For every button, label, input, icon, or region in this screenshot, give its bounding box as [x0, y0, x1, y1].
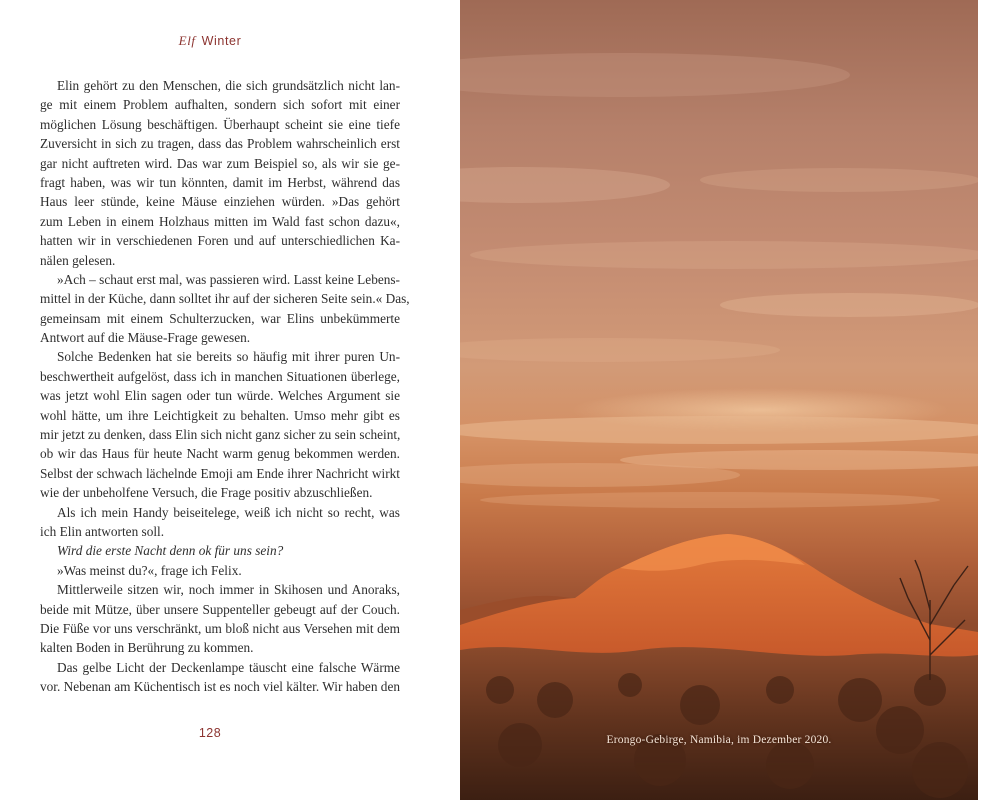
- text-line: Als ich mein Handy beiseitelege, weiß ich nicht so recht, was: [57, 504, 400, 520]
- text-line: ob wir das Haus für heute Nacht warm genug bekommen werden.: [40, 446, 400, 462]
- text-line: Elin gehört zu den Menschen, die sich grundsätzlich nicht lan-: [57, 78, 400, 93]
- text-page: [0, 0, 460, 800]
- chapter-title: Winter: [201, 34, 242, 48]
- text-line: beide mit Mütze, über unsere Suppenteller gebeugt auf der Couch.: [40, 601, 400, 617]
- text-line: Haus leer stünde, keine Mäuse einziehen würden. »Das gehört: [40, 194, 400, 210]
- text-line: zum Leben in einem Holzhaus mitten im Wald fast schon dazu«,: [40, 213, 400, 229]
- text-line: was jetzt wohl Elin sagen oder tun würde. Welches Argument sie: [40, 388, 400, 404]
- text-line: Selbst der schwach lächelnde Emoji am Ende ihrer Nachricht wirkt: [40, 465, 400, 481]
- text-line: Antwort auf die Mäuse-Frage gewesen.: [40, 330, 251, 346]
- chapter-number: Elf: [178, 33, 196, 48]
- text-line: mittel in der Küche, dann solltet ihr auf der sicheren Seite sein.« Das,: [40, 291, 410, 307]
- text-line: gemeinsam mit einem Schulterzucken, war Elins unbekümmerte: [40, 310, 400, 326]
- text-line: Zuversicht in sich zu tragen, dass das Problem wahrscheinlich erst: [40, 136, 400, 152]
- text-line: beschwertheit aufgelöst, dass ich in manchen Situationen überlege,: [40, 368, 400, 384]
- text-line: »Was meinst du?«, frage ich Felix.: [57, 562, 242, 578]
- text-line: mir jetzt zu denken, dass Elin sich nicht ganz sicher zu sein scheint,: [40, 427, 401, 443]
- text-line: ge mit einem Problem aufhalten, sondern sich sofort mit einer: [40, 97, 400, 113]
- text-line: vor. Nebenan am Küchentisch ist es noch viel kälter. Wir haben den: [40, 679, 400, 695]
- text-line: Die Füße vor uns verschränkt, um bloß nicht aus Versehen mit dem: [40, 620, 400, 636]
- text-line: Wird die erste Nacht denn ok für uns sein?: [57, 543, 284, 559]
- text-line: möglichen Lösung beschäftigen. Überhaupt scheint sie eine tiefe: [40, 116, 400, 132]
- text-line: »Ach – schaut erst mal, was passieren wird. Lasst keine Lebens-: [57, 271, 400, 287]
- text-line: kalten Boden in Berührung zu kommen.: [40, 640, 254, 656]
- text-line: fragt haben, was wir tun könnten, damit im Herbst, während das: [40, 174, 400, 190]
- body-text: [40, 76, 410, 697]
- landscape-photo: [460, 0, 978, 800]
- text-line: hatten wir in verschiedenen Foren und auf unterschiedlichen Ka-: [40, 233, 400, 249]
- text-line: Solche Bedenken hat sie bereits so häufig mit ihrer puren Un-: [57, 349, 400, 365]
- page-number: 128: [198, 726, 222, 740]
- text-line: ich Elin antworten soll.: [40, 523, 165, 539]
- photo-page: [460, 0, 978, 800]
- text-line: wohl hätte, um ihre Leichtigkeit zu behalten. Umso mehr gibt es: [40, 407, 400, 423]
- text-line: Das gelbe Licht der Deckenlampe täuscht eine falsche Wärme: [57, 659, 400, 675]
- text-line: nälen gelesen.: [40, 252, 116, 268]
- photo-caption: Erongo-Gebirge, Namibia, im Dezember 2020.: [606, 734, 832, 746]
- clouds: [460, 53, 978, 508]
- running-head: [0, 33, 420, 49]
- text-line: gar nicht auftreten wird. Das war zum Beispiel so, als wir sie ge-: [40, 155, 400, 171]
- right-margin: [978, 0, 1000, 800]
- text-line: wie der unbeholfene Versuch, die Frage positiv abzuschließen.: [40, 485, 373, 501]
- text-line: Mittlerweile sitzen wir, noch immer in Skihosen und Anoraks,: [57, 582, 400, 598]
